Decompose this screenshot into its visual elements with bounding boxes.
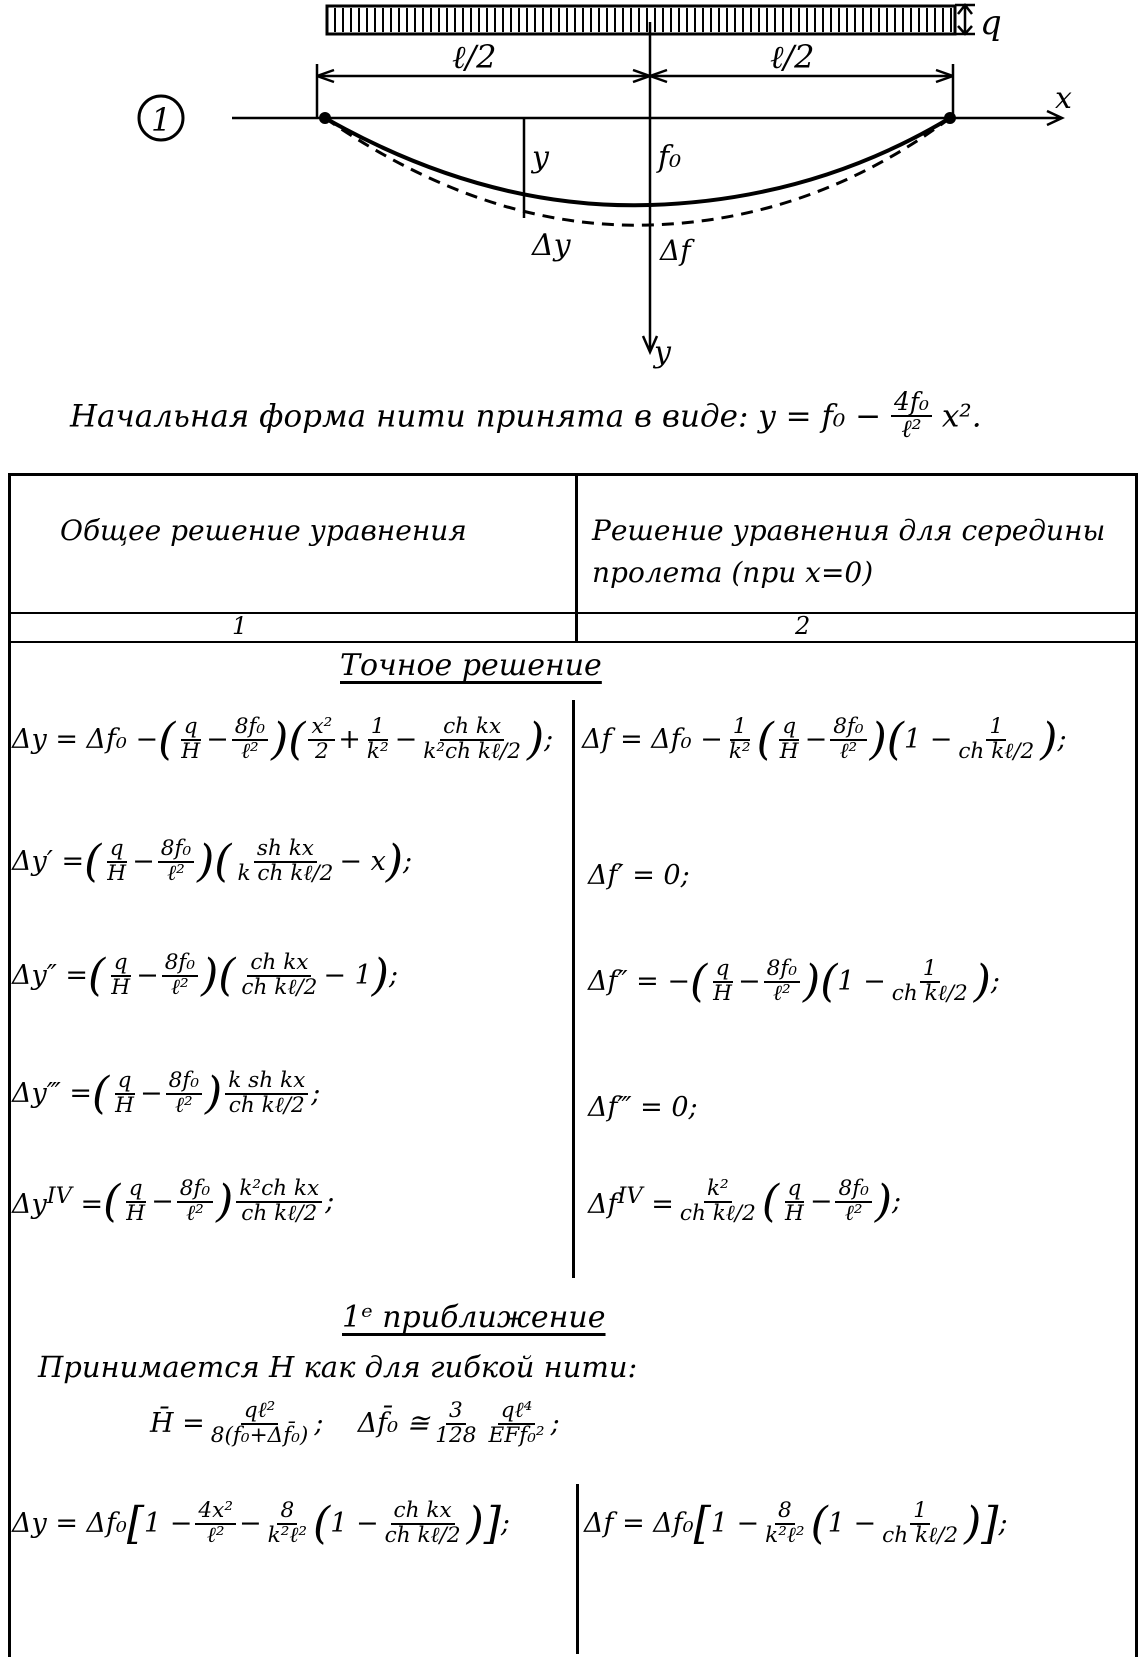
formula-dy-prime: Δy′ = ( $\frac{q}{H}$ − $\frac{\text{8f₀}}{\text{ℓ²}}$ )( $\frac{\text{sh kx}}{\text{k ch kℓ/2}}$ − x ) ; bbox=[12, 835, 413, 887]
y-axis-label: y bbox=[654, 335, 671, 370]
caption-formula-tail: x². bbox=[941, 398, 982, 435]
header-rule bbox=[8, 612, 1138, 614]
sag-f0-label: f₀ bbox=[658, 140, 682, 175]
delta-f-label: Δf bbox=[660, 234, 691, 267]
x-axis bbox=[232, 111, 1062, 125]
span-left-label: ℓ/2 bbox=[452, 38, 497, 76]
first-approximation-text: Принимается H как для гибкой нити: bbox=[38, 1350, 638, 1384]
column-divider bbox=[575, 473, 578, 643]
load-label: q bbox=[980, 3, 1002, 43]
formula-dy-second: Δy″ = ( $\frac{q}{H}$ − $\frac{\text{8f₀}}{\text{ℓ²}}$ )( $\frac{\text{ch kx}}{\text{ch kℓ/2}}$ − 1 ) ; bbox=[12, 949, 399, 1001]
caption-formula-lhs: y = f₀ − bbox=[758, 398, 882, 435]
left-support bbox=[319, 112, 331, 124]
formula-df-fourth: $\Delta f^{IV}$ = $\frac{\text{k²}}{\text{ch kℓ/2}}$ ( $\frac{q}{H}$ − $\frac{\text{8f₀}}{\text{ℓ²}}$ ) ; bbox=[588, 1175, 902, 1227]
initial-cable-shape bbox=[325, 118, 950, 205]
delta-y-label: Δy bbox=[532, 228, 571, 263]
column-divider bbox=[572, 700, 575, 1278]
formula-h-bar: H̄ = $\frac{\text{qℓ²}}{\text{8(f₀+Δf̄₀)}}$ ; Δf̄₀ ≅ $\frac{3}{128}$ $\frac{\text{qℓ⁴}}{\text{EFf₀²}}$ ; bbox=[150, 1398, 560, 1448]
column-header-midspan: Решение уравнения для середины пролета (при x=0) bbox=[592, 514, 1106, 589]
formula-dy-fourth: $\Delta y^{IV}$ = ( $\frac{q}{H}$ − $\frac{\text{8f₀}}{\text{ℓ²}}$ ) $\frac{\text{k²ch kx}}{\text{ch kℓ/2}}$ ; bbox=[12, 1175, 335, 1227]
y-axis bbox=[643, 118, 657, 352]
x-axis-label: x bbox=[1055, 81, 1072, 116]
first-approximation-title: 1ᵉ приближение bbox=[342, 1300, 606, 1335]
formula-dy-approx: Δy = Δf₀ [ 1 − $\frac{\text{4x²}}{\text{ℓ²}}$ − $\frac{8}{\text{k²ℓ²}}$ ( 1 − $\frac{\text{ch kx}}{\text{ch kℓ/2}}$ )] ; bbox=[12, 1497, 511, 1549]
formula-df: Δf = Δf₀ − $\frac{1}{\text{k²}}$ ( $\frac{q}{H}$ − $\frac{\text{8f₀}}{\text{ℓ²}}$ )( 1 − $\frac{1}{\text{ch kℓ/2}}$ ) ; bbox=[582, 713, 1067, 765]
column-number-2: 2 bbox=[795, 612, 811, 640]
exact-solution-title: Точное решение bbox=[340, 648, 602, 683]
column-number-1: 1 bbox=[232, 612, 248, 640]
header-rule bbox=[8, 641, 1138, 643]
initial-shape-caption bbox=[70, 387, 982, 444]
formula-df-third: Δf‴ = 0; bbox=[588, 1092, 698, 1123]
formula-df-second: Δf″ = − ( $\frac{q}{H}$ − $\frac{\text{8f₀}}{\text{ℓ²}}$ )( 1 − $\frac{1}{\text{ch kℓ/2}}$ ) ; bbox=[588, 955, 1001, 1007]
formula-dy-third: Δy‴ = ( $\frac{q}{H}$ − $\frac{\text{8f₀}}{\text{ℓ²}}$ ) $\frac{\text{k sh kx}}{\text{ch kℓ/2}}$ ; bbox=[12, 1067, 321, 1119]
caption-text: Начальная форма нити принята в виде: bbox=[70, 398, 749, 435]
formula-dy: Δy = Δf₀ − ( $\frac{q}{H}$ − $\frac{\text{8f₀}}{\text{ℓ²}}$ )( $\frac{\text{x²}}{2}$ + $\frac{1}{\text{k²}}$ − $\frac{\text{ch kx}}{\text{k²ch kℓ/2}}$ ) ; bbox=[12, 713, 554, 765]
formula-df-prime: Δf′ = 0; bbox=[588, 860, 690, 891]
column-divider bbox=[576, 1484, 579, 1654]
right-support bbox=[944, 112, 956, 124]
deflected-cable-shape bbox=[325, 118, 950, 225]
figure-number: 1 bbox=[151, 101, 172, 139]
load-intensity-marker bbox=[955, 5, 975, 34]
cable-diagram bbox=[0, 0, 1139, 380]
formula-df-approx: Δf = Δf₀ [ 1 − $\frac{8}{\text{k²ℓ²}}$ ( 1 − $\frac{1}{\text{ch kℓ/2}}$ )] ; bbox=[584, 1497, 1008, 1549]
span-right-label: ℓ/2 bbox=[770, 38, 815, 76]
ordinate-y-label: y bbox=[532, 140, 549, 175]
caption-fraction: $\frac{\text{4f₀}}{\text{ℓ²}}$ bbox=[891, 390, 932, 442]
column-header-general: Общее решение уравнения bbox=[60, 514, 467, 547]
distributed-load bbox=[327, 6, 955, 34]
